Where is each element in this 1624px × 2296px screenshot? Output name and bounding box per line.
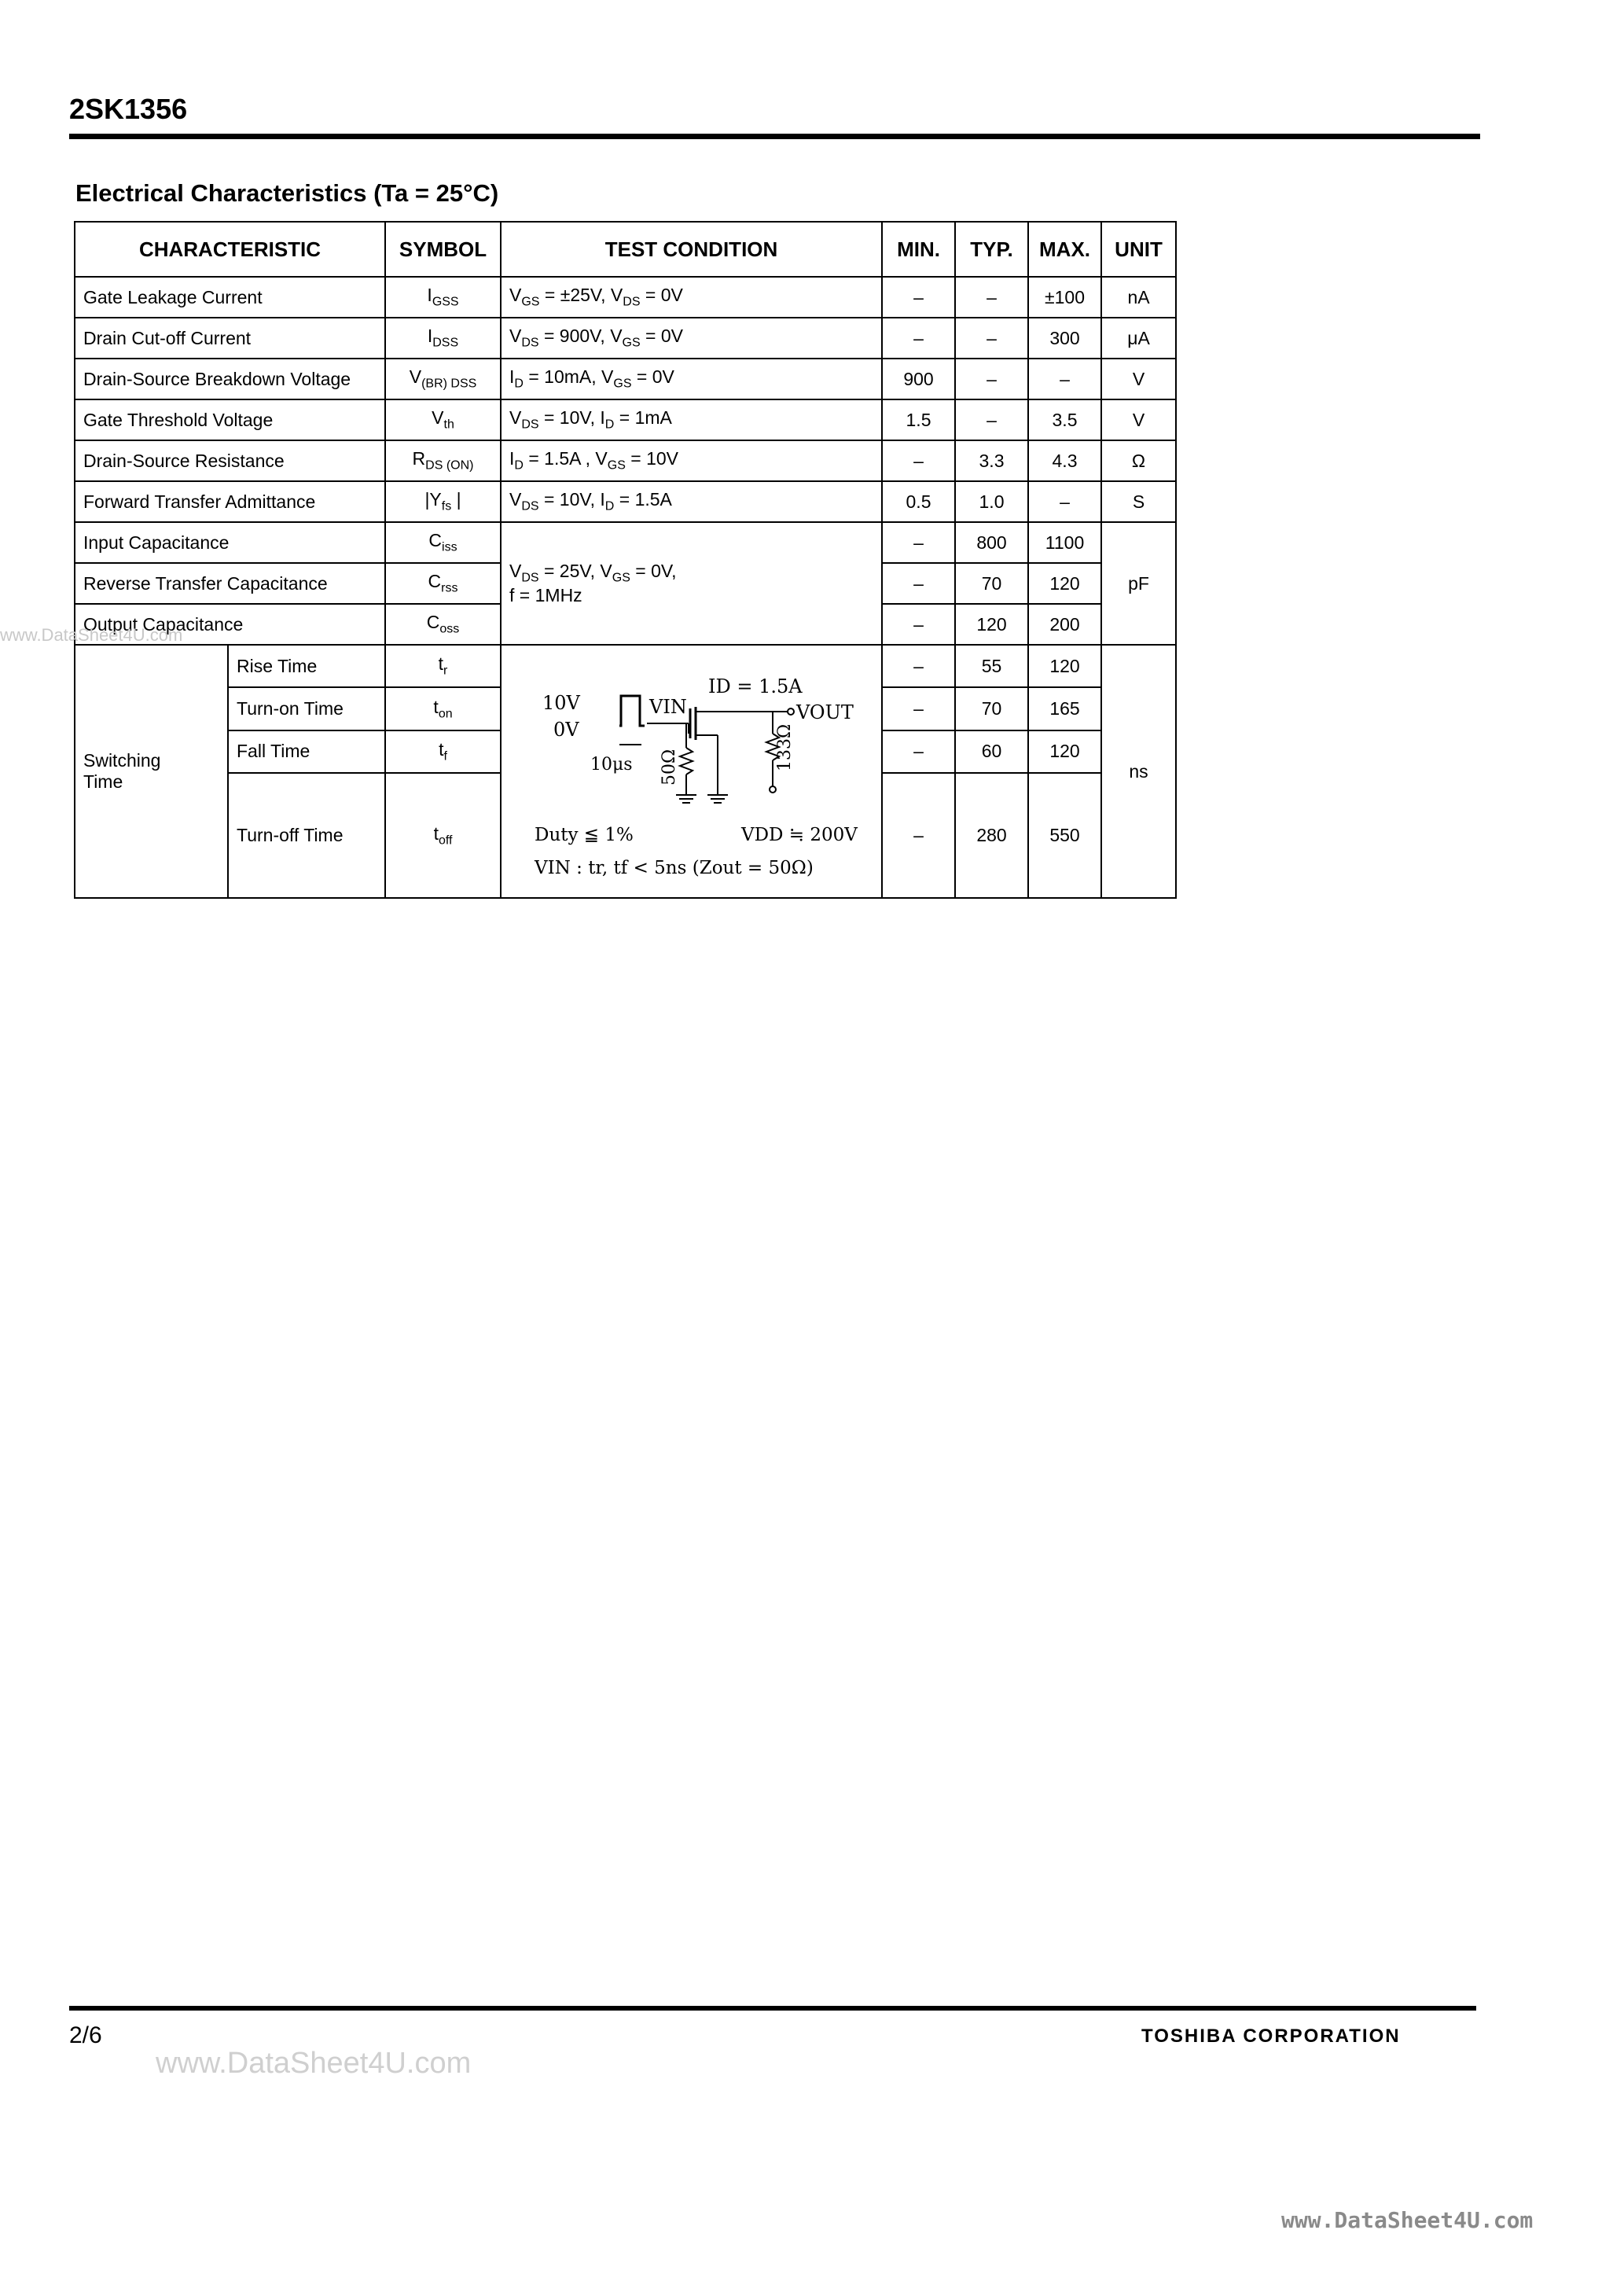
col-header-unit: UNIT — [1101, 222, 1176, 277]
unit-cell: ns — [1101, 645, 1176, 898]
max-cell: – — [1028, 481, 1101, 522]
unit-cell: V — [1101, 399, 1176, 440]
watermark-corner: www.DataSheet4U.com — [1281, 2207, 1534, 2233]
characteristic-cell: Forward Transfer Admittance — [75, 481, 385, 522]
test-condition-cell: $V_{GS} = \pm 25V$, $V_{DS} = 0V$ — [501, 277, 882, 318]
symbol-cell: $V_{(BR) DSS}$ — [385, 359, 501, 399]
pulse-width-label: 10μs — [590, 755, 633, 775]
max-cell: – — [1028, 359, 1101, 399]
table-row — [75, 277, 1176, 318]
characteristic-cell: Gate Leakage Current — [75, 277, 385, 318]
unit-cell: S — [1101, 481, 1176, 522]
duty-note: Duty ≦ 1% — [535, 825, 634, 845]
test-condition-cell: $I_D = 10mA$, $V_{GS} = 0V$ — [501, 359, 882, 399]
switching-group-label: Switching Time — [75, 645, 228, 898]
switching-test-circuit-cell — [501, 645, 882, 898]
test-condition-cell: $V_{DS} = 900V$, $V_{GS} = 0V$ — [501, 318, 882, 359]
symbol-cell: $t_r$ — [385, 645, 501, 687]
symbol-cell: $|Y_{fs}$ | — [385, 481, 501, 522]
part-number-title: 2SK1356 — [69, 93, 188, 125]
company-name: TOSHIBA CORPORATION — [1141, 2026, 1401, 2047]
table-row — [75, 645, 1176, 687]
symbol-cell: $C_{oss}$ — [385, 604, 501, 645]
unit-cell: nA — [1101, 277, 1176, 318]
watermark-side: www.DataSheet4U.com — [0, 625, 183, 645]
symbol-cell: $I_{DSS}$ — [385, 318, 501, 359]
unit-cell: μA — [1101, 318, 1176, 359]
max-cell: 165 — [1028, 687, 1101, 730]
switching-test-circuit — [502, 646, 881, 897]
pulse-waveform — [619, 696, 645, 726]
min-cell: – — [882, 645, 955, 687]
min-cell: – — [882, 522, 955, 563]
test-condition-cell: $I_D = 1.5A$ , $V_{GS} = 10V$ — [501, 440, 882, 481]
symbol-cell: $R_{DS (ON)}$ — [385, 440, 501, 481]
col-header-min: MIN. — [882, 222, 955, 277]
symbol-cell: $C_{iss}$ — [385, 522, 501, 563]
symbol-cell: $t_f$ — [385, 730, 501, 773]
max-cell: 120 — [1028, 730, 1101, 773]
min-cell: – — [882, 773, 955, 898]
min-cell: – — [882, 604, 955, 645]
test-condition-cell: $V_{DS} = 10V$, $I_D = 1.5A$ — [501, 481, 882, 522]
max-cell: 550 — [1028, 773, 1101, 898]
max-cell: ±100 — [1028, 277, 1101, 318]
characteristic-cell: Drain-Source Resistance — [75, 440, 385, 481]
gate-resistor — [680, 748, 693, 775]
max-cell: 300 — [1028, 318, 1101, 359]
min-cell: – — [882, 318, 955, 359]
symbol-cell: $t_{on}$ — [385, 687, 501, 730]
col-header-characteristic: CHARACTERISTIC — [75, 222, 385, 277]
max-cell: 120 — [1028, 645, 1101, 687]
col-header-typ: TYP. — [955, 222, 1028, 277]
typ-cell: – — [955, 318, 1028, 359]
characteristic-cell: Turn-on Time — [228, 687, 385, 730]
col-header-symbol: SYMBOL — [385, 222, 501, 277]
circuit-diagram — [502, 646, 881, 897]
characteristic-cell: Turn-off Time — [228, 773, 385, 898]
characteristic-cell: Output Capacitance — [75, 604, 385, 645]
unit-cell: pF — [1101, 522, 1176, 645]
typ-cell: – — [955, 359, 1028, 399]
characteristic-cell: Drain-Source Breakdown Voltage — [75, 359, 385, 399]
max-cell: 3.5 — [1028, 399, 1101, 440]
characteristic-cell: Gate Threshold Voltage — [75, 399, 385, 440]
table-row — [75, 440, 1176, 481]
ground-icon — [676, 795, 696, 803]
pulse-high-label: 10V — [542, 692, 580, 714]
table-row — [75, 522, 1176, 563]
col-header-test-condition: TEST CONDITION — [501, 222, 882, 277]
min-cell: – — [882, 563, 955, 604]
vdd-terminal — [770, 786, 776, 793]
vout-terminal — [788, 708, 794, 715]
id-label: ID = 1.5A — [708, 675, 803, 697]
min-cell: – — [882, 730, 955, 773]
vout-label: VOUT — [796, 701, 854, 723]
typ-cell: 120 — [955, 604, 1028, 645]
min-cell: – — [882, 277, 955, 318]
symbol-cell: $I_{GSS}$ — [385, 277, 501, 318]
table-row — [75, 359, 1176, 399]
typ-cell: – — [955, 399, 1028, 440]
header-rule — [69, 134, 1480, 139]
min-cell: – — [882, 440, 955, 481]
min-cell: 0.5 — [882, 481, 955, 522]
test-condition-cell: $V_{DS} = 10V$, $I_D = 1mA$ — [501, 399, 882, 440]
typ-cell: 1.0 — [955, 481, 1028, 522]
symbol-cell: $V_{th}$ — [385, 399, 501, 440]
characteristic-cell: Drain Cut-off Current — [75, 318, 385, 359]
pulse-low-label: 0V — [553, 719, 579, 741]
symbol-cell: $C_{rss}$ — [385, 563, 501, 604]
min-cell: – — [882, 687, 955, 730]
vdd-note: VDD ≒ 200V — [741, 825, 858, 845]
max-cell: 1100 — [1028, 522, 1101, 563]
typ-cell: 70 — [955, 563, 1028, 604]
gate-resistor-label: 50Ω — [660, 749, 680, 786]
typ-cell: 70 — [955, 687, 1028, 730]
unit-cell: Ω — [1101, 440, 1176, 481]
typ-cell: 3.3 — [955, 440, 1028, 481]
typ-cell: – — [955, 277, 1028, 318]
max-cell: 4.3 — [1028, 440, 1101, 481]
vin-rise-fall-note: VIN : tr, tf < 5ns (Zout = 50Ω) — [535, 858, 814, 878]
table-header-row — [75, 222, 1176, 277]
table-row — [75, 318, 1176, 359]
table-row — [75, 481, 1176, 522]
typ-cell: 60 — [955, 730, 1028, 773]
typ-cell: 280 — [955, 773, 1028, 898]
test-condition-cell: $V_{DS} = 25V$, $V_{GS} = 0V$, f = 1MHz — [501, 522, 882, 645]
max-cell: 120 — [1028, 563, 1101, 604]
min-cell: 1.5 — [882, 399, 955, 440]
table-row — [75, 399, 1176, 440]
col-header-max: MAX. — [1028, 222, 1101, 277]
footer-rule — [69, 2006, 1476, 2011]
test-condition-line2: f = 1MHz — [509, 585, 582, 606]
characteristic-cell: Fall Time — [228, 730, 385, 773]
typ-cell: 55 — [955, 645, 1028, 687]
typ-cell: 800 — [955, 522, 1028, 563]
vin-label: VIN — [649, 696, 687, 718]
watermark-footer: www.DataSheet4U.com — [156, 2047, 472, 2080]
electrical-characteristics-table — [74, 221, 1177, 899]
section-title: Electrical Characteristics (Ta = 25°C) — [75, 179, 499, 207]
unit-cell: V — [1101, 359, 1176, 399]
max-cell: 200 — [1028, 604, 1101, 645]
load-resistor-label: 133Ω — [775, 723, 795, 771]
symbol-cell: $t_{off}$ — [385, 773, 501, 898]
characteristic-cell: Input Capacitance — [75, 522, 385, 563]
ground-icon — [707, 795, 728, 803]
characteristic-cell: Rise Time — [228, 645, 385, 687]
characteristic-cell: Reverse Transfer Capacitance — [75, 563, 385, 604]
page-number: 2/6 — [69, 2022, 102, 2048]
min-cell: 900 — [882, 359, 955, 399]
